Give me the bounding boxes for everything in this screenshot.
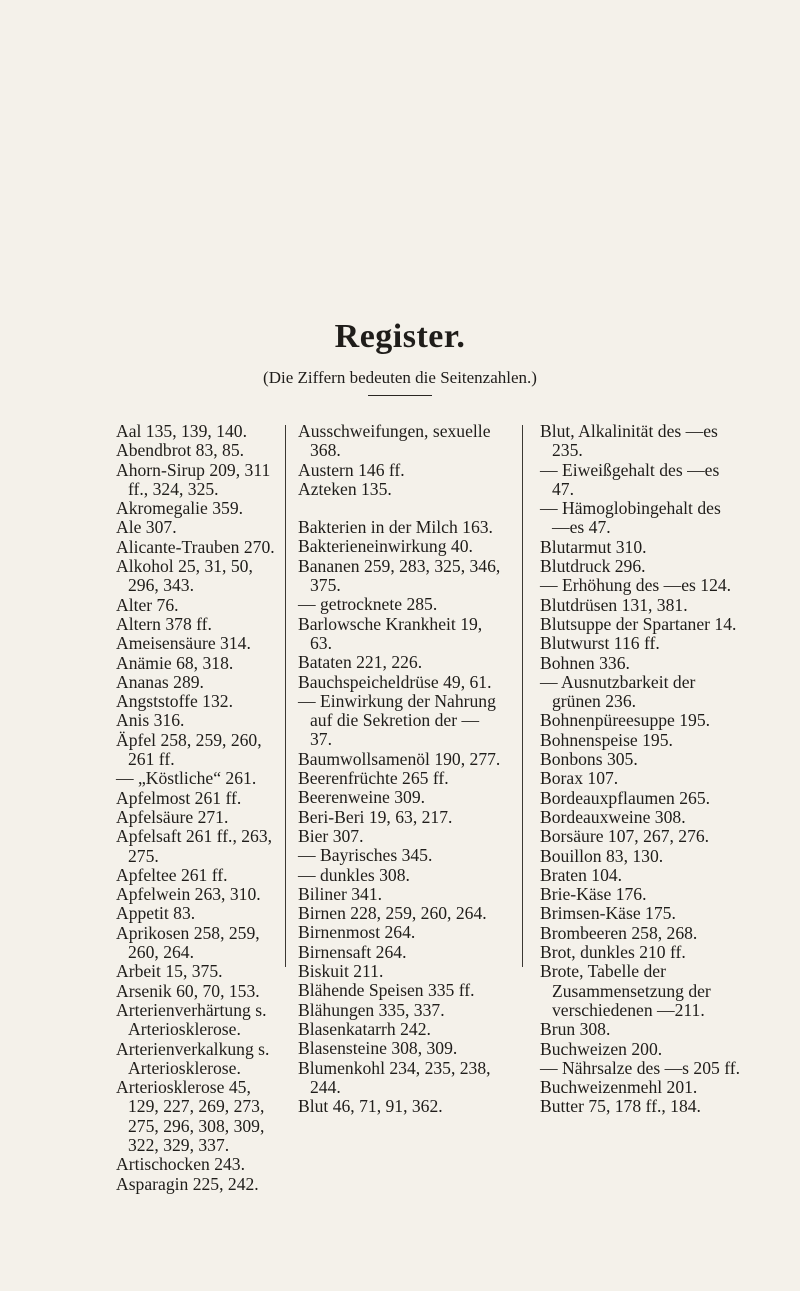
index-entry: Blasensteine 308, 309. [298, 1038, 458, 1059]
index-entry: Barlowsche Krankheit 19, 63. [298, 613, 483, 653]
index-entry: Arsenik 60, 70, 153. [116, 980, 260, 1001]
index-entry: Birnenmost 264. [298, 922, 416, 943]
index-entry: Brot, dunkles 210 ff. [540, 942, 686, 963]
index-entry: Artischocken 243. [116, 1154, 245, 1175]
index-entry: Biliner 341. [298, 883, 383, 904]
index-entry: Blutarmut 310. [540, 536, 647, 557]
index-entry: Blumenkohl 234, 235, 238, 244. [298, 1057, 491, 1097]
index-entry: — dunkles 308. [298, 864, 410, 885]
index-entry: — Nährsalze des —s 205 ff. [540, 1057, 740, 1078]
index-entry: Buchweizenmehl 201. [540, 1077, 698, 1098]
index-entry: Arbeit 15, 375. [116, 961, 223, 982]
page-title: Register. [334, 318, 466, 355]
index-entry: Beerenweine 309. [298, 787, 426, 808]
index-entry: Brun 308. [540, 1019, 611, 1040]
index-entry: — Hämoglobingehalt des —es 47. [540, 498, 721, 538]
index-entry: Biskuit 211. [298, 961, 384, 982]
index-entry: Aal 135, 139, 140. [116, 421, 247, 441]
index-entry: Apfelwein 263, 310. [116, 884, 261, 905]
index-entry: — Ausnutzbarkeit der grünen 236. [540, 671, 696, 712]
index-entry: Apfeltee 261 ff. [116, 864, 228, 885]
index-entry: Alicante-Trauben 270. [116, 536, 275, 557]
index-entry: Ameisensäure 314. [116, 633, 251, 654]
index-entry: Äpfel 258, 259, 260, 261 ff. [116, 729, 262, 770]
index-entry: — Eiweißgehalt des —es 47. [540, 459, 720, 499]
index-entry: Bakterieneinwirkung 40. [298, 536, 473, 557]
index-entry: Blutwurst 116 ff. [540, 633, 660, 654]
index-entry: Bohnenpüreesuppe 195. [540, 710, 711, 731]
index-entry: Aprikosen 258, 259, 260, 264. [116, 922, 260, 963]
index-column-3 [540, 422, 740, 1117]
index-entry: Braten 104. [540, 864, 623, 885]
index-entry: Arteriosklerose 45, 129, 227, 269, 273, 275, 296, 308, 309, 322, 329, 337. [116, 1077, 265, 1155]
column-divider [285, 425, 286, 967]
index-entry: Arterienverhärtung s. Arteriosklerose. [116, 999, 267, 1040]
index-entry: Asparagin 225, 242. [116, 1173, 259, 1194]
index-entry: Austern 146 ff. [298, 459, 405, 480]
index-entry: Azteken 135. [298, 478, 392, 499]
column-divider [522, 425, 523, 967]
index-entry: Ananas 289. [116, 671, 204, 692]
index-entry: Blutdruck 296. [540, 556, 646, 577]
index-entry: Apfelsaft 261 ff., 263, 275. [116, 826, 273, 866]
index-entry: Blähende Speisen 335 ff. [298, 980, 475, 1001]
index-entry: Bauchspeicheldrüse 49, 61. [298, 671, 492, 692]
index-entry: Anämie 68, 318. [116, 652, 234, 673]
index-entry: Beerenfrüchte 265 ff. [298, 768, 449, 789]
index-entry: Buchweizen 200. [540, 1038, 663, 1059]
index-entry: Bier 307. [298, 825, 364, 846]
index-entry: Bataten 221, 226. [298, 652, 423, 673]
index-entry: — Erhöhung des —es 124. [540, 575, 732, 596]
index-entry: Borax 107. [540, 768, 619, 789]
index-entry: — getrocknete 285. [298, 594, 438, 615]
index-entry: — „Köstliche“ 261. [116, 768, 257, 789]
index-entry: Borsäure 107, 267, 276. [540, 826, 710, 847]
index-entry: Ale 307. [116, 517, 177, 538]
index-entry: Apfelsäure 271. [116, 806, 229, 827]
index-entry: Blutsuppe der Spartaner 14. [540, 613, 737, 634]
index-entry: Ausschweifungen, sexuelle 368. [298, 421, 491, 461]
index-column-1 [116, 422, 281, 1194]
index-entry: Beri-Beri 19, 63, 217. [298, 806, 453, 827]
index-entry: Brombeeren 258, 268. [540, 922, 698, 943]
page-subtitle: (Die Ziffern bedeuten die Seitenzahlen.) [263, 368, 537, 387]
index-entry: Apfelmost 261 ff. [116, 787, 242, 808]
index-entry: Akromegalie 359. [116, 498, 244, 519]
index-entry: Blut, Alkalinität des —es 235. [540, 421, 718, 461]
index-entry: Alter 76. [116, 594, 179, 615]
index-entry: Bordeauxpflaumen 265. [540, 787, 711, 808]
index-entry: Baumwollsamenöl 190, 277. [298, 748, 501, 769]
index-column-2 [298, 422, 503, 1116]
index-entry: Abendbrot 83, 85. [116, 440, 245, 461]
index-entry: Blutdrüsen 131, 381. [540, 594, 688, 615]
index-entry: — Bayrisches 345. [298, 845, 433, 866]
title-divider [368, 395, 432, 396]
index-entry: Brimsen-Käse 175. [540, 903, 676, 924]
index-entry: Blasenkatarrh 242. [298, 1018, 431, 1039]
index-entry: Altern 378 ff. [116, 613, 212, 634]
index-entry: Bananen 259, 283, 325, 346, 375. [298, 555, 501, 596]
index-entry: Alkohol 25, 31, 50, 296, 343. [116, 556, 253, 596]
index-entry: Bouillon 83, 130. [540, 845, 664, 866]
index-entry: Blut 46, 71, 91, 362. [298, 1096, 443, 1117]
index-entry: Birnen 228, 259, 260, 264. [298, 903, 487, 924]
index-entry: Ahorn-Sirup 209, 311 ff., 324, 325. [116, 459, 271, 499]
index-entry: Bohnenspeise 195. [540, 729, 673, 750]
index-entry: Brote, Tabelle der Zusammensetzung der verschiedenen —211. [540, 961, 711, 1020]
index-entry: Arterienverkalkung s. Arteriosklerose. [116, 1038, 270, 1078]
index-entry: Bakterien in der Milch 163. [298, 517, 493, 538]
index-entry: — Einwirkung der Nahrung auf die Sekretion der — 37. [298, 690, 496, 750]
index-entry: Brie-Käse 176. [540, 884, 647, 905]
index-entry: Angststoffe 132. [116, 691, 233, 712]
index-entry: Bordeauxweine 308. [540, 806, 686, 827]
index-entry: Butter 75, 178 ff., 184. [540, 1096, 701, 1117]
index-entry: Bohnen 336. [540, 652, 630, 673]
index-entry: Appetit 83. [116, 903, 196, 924]
index-entry: Blähungen 335, 337. [298, 999, 445, 1020]
index-entry: Bonbons 305. [540, 749, 638, 770]
index-entry: Birnensaft 264. [298, 941, 407, 962]
index-entry: Anis 316. [116, 710, 185, 731]
